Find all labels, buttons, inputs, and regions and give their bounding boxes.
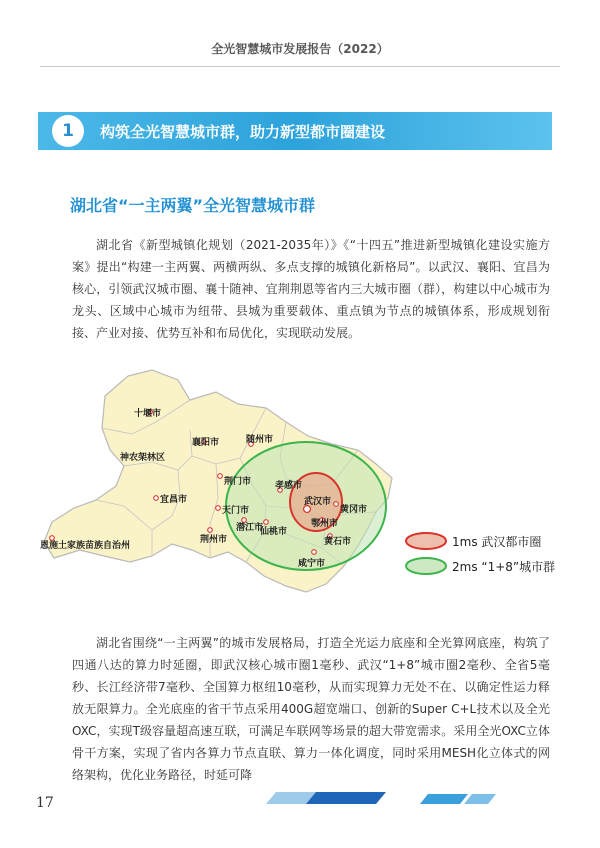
- city-label-suizhou: 随州市: [246, 435, 274, 445]
- city-label-jingzhou: 荆州市: [200, 535, 228, 545]
- city-label-shennongjia: 神农架林区: [120, 453, 166, 463]
- page-number: 17: [36, 795, 54, 811]
- city-label-shiyan: 十堰市: [134, 409, 162, 419]
- city-label-wuhan: 武汉市: [304, 497, 332, 507]
- city-label-xiaogan: 孝感市: [275, 481, 303, 491]
- city-label-qianjiang: 潜江市: [236, 523, 264, 533]
- city-label-ezhou: 鄂州市: [311, 519, 339, 529]
- legend-label-1ms: 1ms 武汉都市圈: [452, 535, 542, 549]
- city-label-huangshi: 黄石市: [324, 537, 352, 547]
- section-title: 构筑全光智慧城市群，助力新型都市圈建设: [100, 123, 386, 141]
- city-label-jingmen: 荆门市: [224, 477, 252, 487]
- intro-paragraph-text: 湖北省《新型城镇化规划（2021-2035年）》《“十四五”推进新型城镇化建设实施方案》提出“构建一主两翼、两横两纵、多点支撑的城镇化新格局”。以武汉、襄阳、宜昌为核心，引领武汉城市圈、襄十随神、宜荆荆恩等省内三大城市圈（群），构建以中心城市为龙头、区域中心城市为纽带、县城为重要载体、重点镇为节点的城镇体系，形成规划衔接、产业对接、优势互补和布局优化，实现联动发展。: [72, 238, 550, 340]
- legend-swatch-2ms: [406, 558, 446, 574]
- footer-decoration: [260, 788, 560, 810]
- city-label-enshi: 恩施土家族苗族自治州: [40, 541, 131, 551]
- hubei-map-figure: [40, 366, 560, 600]
- city-label-yichang: 宜昌市: [160, 495, 188, 505]
- body-paragraph-text: 湖北省围绕“一主两翼”的城市发展格局，打造全光运力底座和全光算网底座，构筑了四通八达的算力时延圈，即武汉核心城市圈1毫秒、武汉“1+8”城市圈2毫秒、全省5毫秒、长江经济带7毫秒、全国算力枢纽10毫秒，从而实现算力无处不在、以确定性运力释放无限算力。全光底座的省干节点采用400G超宽端口、创新的Super C+L技术以及全光OXC，实现T级容量超高速互联，可满足车联网等场景的超大带宽需求。采用全光OXC立体骨干方案，实现了省内各算力节点直联、算力一体化调度，同时采用MESH化立体式的网络架构，优化业务路径，时延可降: [72, 636, 550, 782]
- section-banner: [38, 112, 552, 150]
- city-label-xiantao: 仙桃市: [260, 527, 288, 537]
- running-header: 全光智慧城市发展报告（2022）: [211, 42, 389, 56]
- intro-paragraph: [72, 234, 550, 344]
- legend-swatch-1ms: [406, 533, 446, 549]
- city-label-tianmen: 天门市: [222, 506, 250, 516]
- subheading: 湖北省“一主两翼”全光智慧城市群: [70, 196, 316, 215]
- legend-label-2ms: 2ms “1+8”城市群: [452, 560, 556, 574]
- section-number-badge: 1: [52, 115, 84, 147]
- body-paragraph: [72, 632, 550, 786]
- header-divider: [40, 66, 560, 67]
- city-label-xiangyang: 襄阳市: [192, 438, 220, 448]
- city-label-huanggang: 黄冈市: [340, 505, 368, 515]
- city-label-xianning: 咸宁市: [298, 559, 326, 569]
